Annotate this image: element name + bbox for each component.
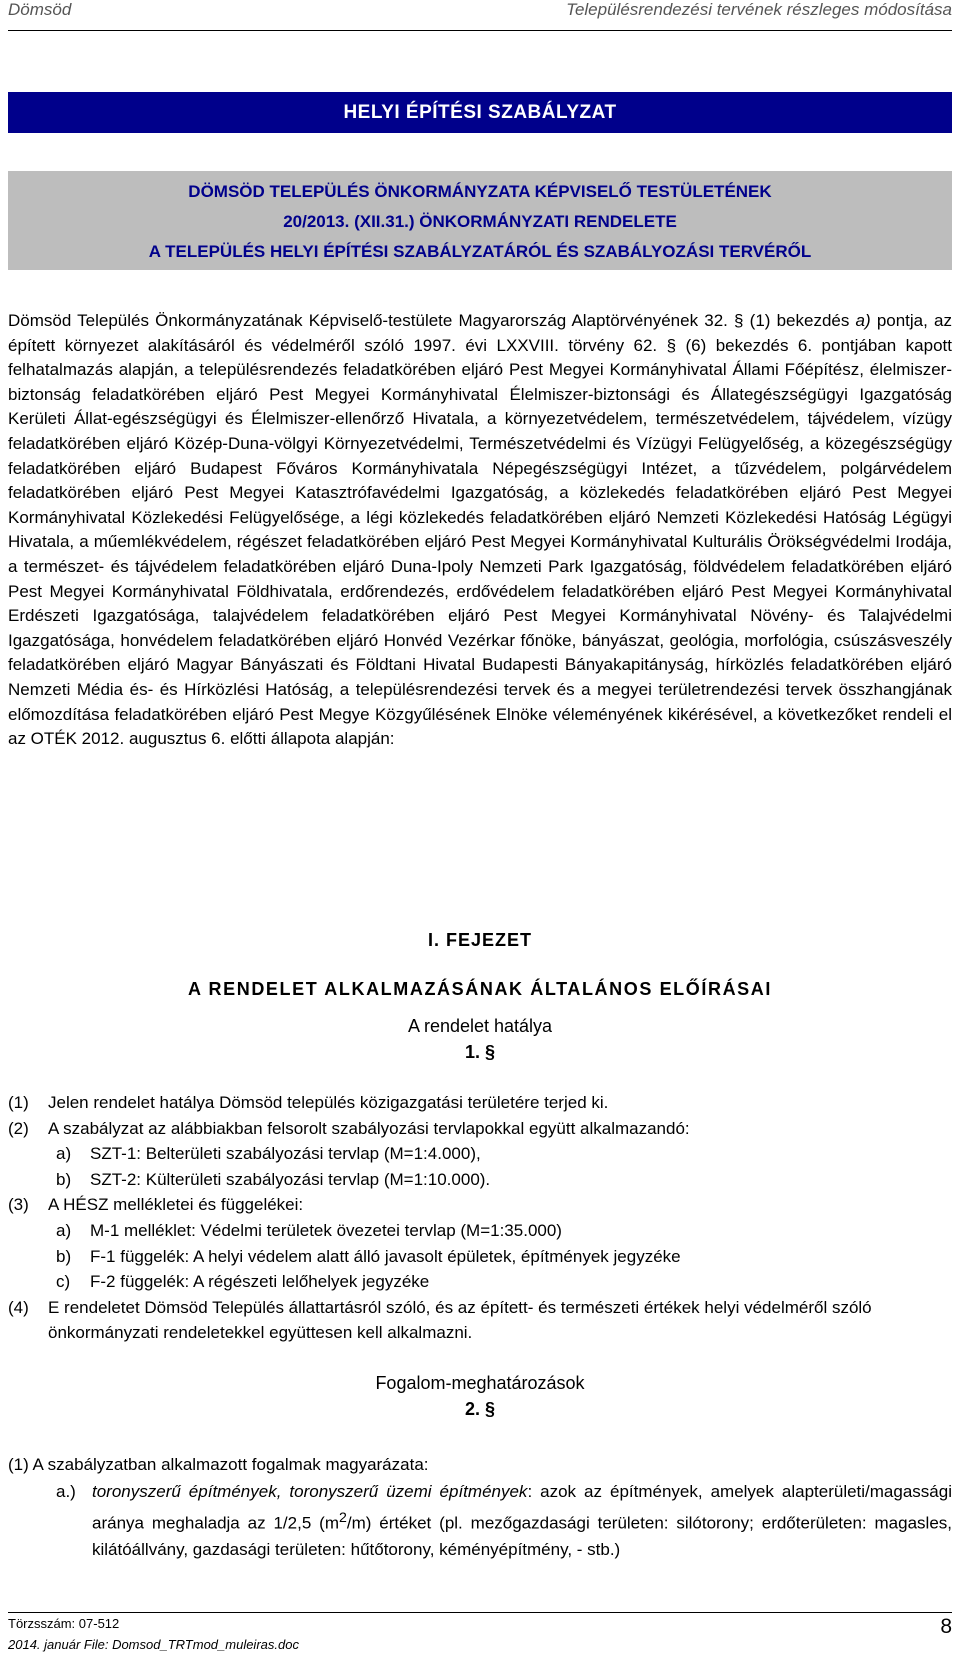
item-text: A HÉSZ mellékletei és függelékei: [48,1195,304,1215]
footer-registry: Törzsszám: 07-512 [8,1616,120,1631]
sub-item-letter: c) [56,1272,71,1292]
definition-letter: a.) [56,1482,76,1501]
sub-list-item [8,1167,952,1193]
header-left: Dömsöd [8,0,72,19]
definitions-intro: (1) A szabályzatban alkalmazott fogalmak magyarázata: [8,1455,429,1474]
definition-text-1: : azok az építmények, amelyek alapterületi/magassági aránya meghaladja az 1/2,5 (m [92,1482,952,1533]
item-number: (2) [8,1118,29,1138]
definition-superscript: 2 [339,1510,347,1526]
section-2-definitions [8,1452,952,1563]
chapter-number: I. FEJEZET [427,930,533,950]
sub-item-letter: a) [56,1144,72,1164]
item-text: E rendeletet Dömsöd Település állattartásról szóló, és az épített- és természeti értékek helyi védelméről szóló önkormányzati rendeletekkel együttesen kell alkalmazni. [48,1297,872,1343]
document-title: HELYI ÉPÍTÉSI SZABÁLYZAT [343,102,617,123]
list-item [8,1192,952,1218]
item-number: (4) [8,1297,29,1317]
page-number: 8 [940,1615,952,1638]
list-item [8,1090,952,1116]
list-item [8,1116,952,1142]
sub-item-letter: b) [56,1169,72,1189]
item-number: (3) [8,1195,29,1215]
preamble-text-2: pontja, az épített környezet alakításáról és védelméről szóló 1997. évi LXXVIII. törvény 62. § (6) bekezdés 6. pontjában kapott felhatalmazás alapján, a településrendezés feladatkörében eljáró Pest Megyei Kormányhivatal Állami Főépítész, élelmiszer-biztonság feladatkörében eljáró Pest Megyei Kormányhivatal Élelmiszer-biztonsági és Állategészségügyi Igazgatóság Kerületi Állat-egészségügyi és Élelmiszer-ellenőrző Hivatala, a környezetvédelem, természetvédelem, tájvédelem, vízügy feladatkörében eljáró Közép-Duna-völgyi Környezetvédelmi, Természetvédelmi és Vízügyi Felügyelőség, a közegészségügy feladatkörében eljáró Budapest Főváros Kormányhivatala Népegészségügyi Intézet, a tűzvédelem, polgárvédelem feladatkörében eljáró Pest Megyei Katasztrófavédelmi Igazgatóság, a közlekedés feladatkörében eljáró Pest Megyei Kormányhivatal Közlekedési Felügyelősége, a légi közlekedés feladatkörében eljáró Nemzeti Közlekedési Hatóság Légügyi Hivatala, a műemlékvédelem, régészet feladatkörében eljáró Pest Megyei Kormányhivatal Kulturális Örökségvédelmi Irodája, a természet- és tájvédelem feladatkörében eljáró Duna-Ipoly Nemzeti Park Igazgatóság, földvédelem feladatkörében eljáró Pest Megyei Kormányhivatal Földhivatala, erdőrendezés, erdővédelem feladatkörében eljáró Pest Megyei Kormányhivatal Erdészeti Igazgatósága, talajvédelem feladatkörében eljáró Pest Megyei Kormányhivatal Növény- és Talajvédelmi Igazgatósága, honvédelem feladatkörében eljáró Honvéd Vezérkar főnöke, bányászat, geológia, morfológia, csúszásveszély feladatkörében eljáró Magyar Bányászati és Földtani Hivatal Budapesti Bányakapitányság, hírközlés feladatkörében eljáró Nemzeti Média és- és Hírközlési Hatóság, a településrendezési tervek és a megyei területrendezési tervek összhangjának előmozdítása feladatkörében eljáró Pest Megye Közgyűlésének Elnöke véleményének kikérésével, a következőket rendeli el az OTÉK 2012. augusztus 6. előtti állapota alapján: [8,311,952,749]
item-text: Jelen rendelet hatálya Dömsöd település közigazgatási területére terjed ki. [48,1093,609,1112]
title-bar [8,92,952,133]
page-footer [8,1612,952,1652]
preamble-paragraph [8,309,952,752]
sub-item-text: SZT-2: Külterületi szabályozási tervlap (M=1:10.000). [90,1169,491,1189]
section-1-number: 1. § [464,1042,496,1062]
subtitle-box [8,171,952,270]
sub-item-text: F-1 függelék: A helyi védelem alatt álló javasolt épületek, építmények jegyzéke [90,1246,681,1266]
chapter-title: A RENDELET ALKALMAZÁSÁNAK ÁLTALÁNOS ELŐÍRÁSAI [188,979,772,999]
section-1-title: A rendelet hatálya [407,1016,553,1036]
subtitle-line-3: A TELEPÜLÉS HELYI ÉPÍTÉSI SZABÁLYZATÁRÓL ÉS SZABÁLYOZÁSI TERVÉRŐL [148,242,812,261]
item-number: (1) [8,1093,29,1112]
footer-file: 2014. január File: Domsod_TRTmod_muleiras.doc [8,1637,299,1652]
sub-item-letter: b) [56,1246,72,1266]
definition-item [8,1479,952,1563]
preamble-text-1: Dömsöd Település Önkormányzatának Képviselő-testülete Magyarország Alaptörvényének 32. § (1) bekezdés [8,311,856,330]
section-2-title: Fogalom-meghatározások [375,1373,585,1393]
definition-term: toronyszerű építmények, toronyszerű üzemi építmények [92,1482,528,1501]
subtitle-line-2: 20/2013. (XII.31.) ÖNKORMÁNYZATI RENDELETE [283,212,677,231]
header-right: Településrendezési tervének részleges módosítása [566,0,952,19]
sub-list-item [8,1269,952,1295]
section-1-list [8,1090,952,1346]
section-2-number: 2. § [464,1399,496,1419]
item-text: A szabályzat az alábbiakban felsorolt szabályozási tervlapokkal együtt alkalmazandó: [48,1118,690,1138]
sub-item-text: SZT-1: Belterületi szabályozási tervlap (M=1:4.000), [90,1144,481,1164]
sub-item-letter: a) [56,1220,72,1240]
sub-list-item [8,1244,952,1270]
sub-item-text: F-2 függelék: A régészeti lelőhelyek jegyzéke [90,1272,430,1292]
sub-item-text: M-1 melléklet: Védelmi területek övezetei tervlap (M=1:35.000) [90,1220,562,1240]
subtitle-line-1: DÖMSÖD TELEPÜLÉS ÖNKORMÁNYZATA KÉPVISELŐ TESTÜLETÉNEK [188,182,772,201]
sub-list-item [8,1218,952,1244]
preamble-point-label: a) [855,311,871,330]
page-header [8,0,952,31]
definition-text-2: /m) értéket (pl. mezőgazdasági területen: silótorony; erdőterületen: magasles, kilátóállvány, gazdasági területen: hűtőtorony, kéményépítmény, - stb.) [92,1513,953,1559]
sub-list-item [8,1141,952,1167]
list-item [8,1295,952,1346]
